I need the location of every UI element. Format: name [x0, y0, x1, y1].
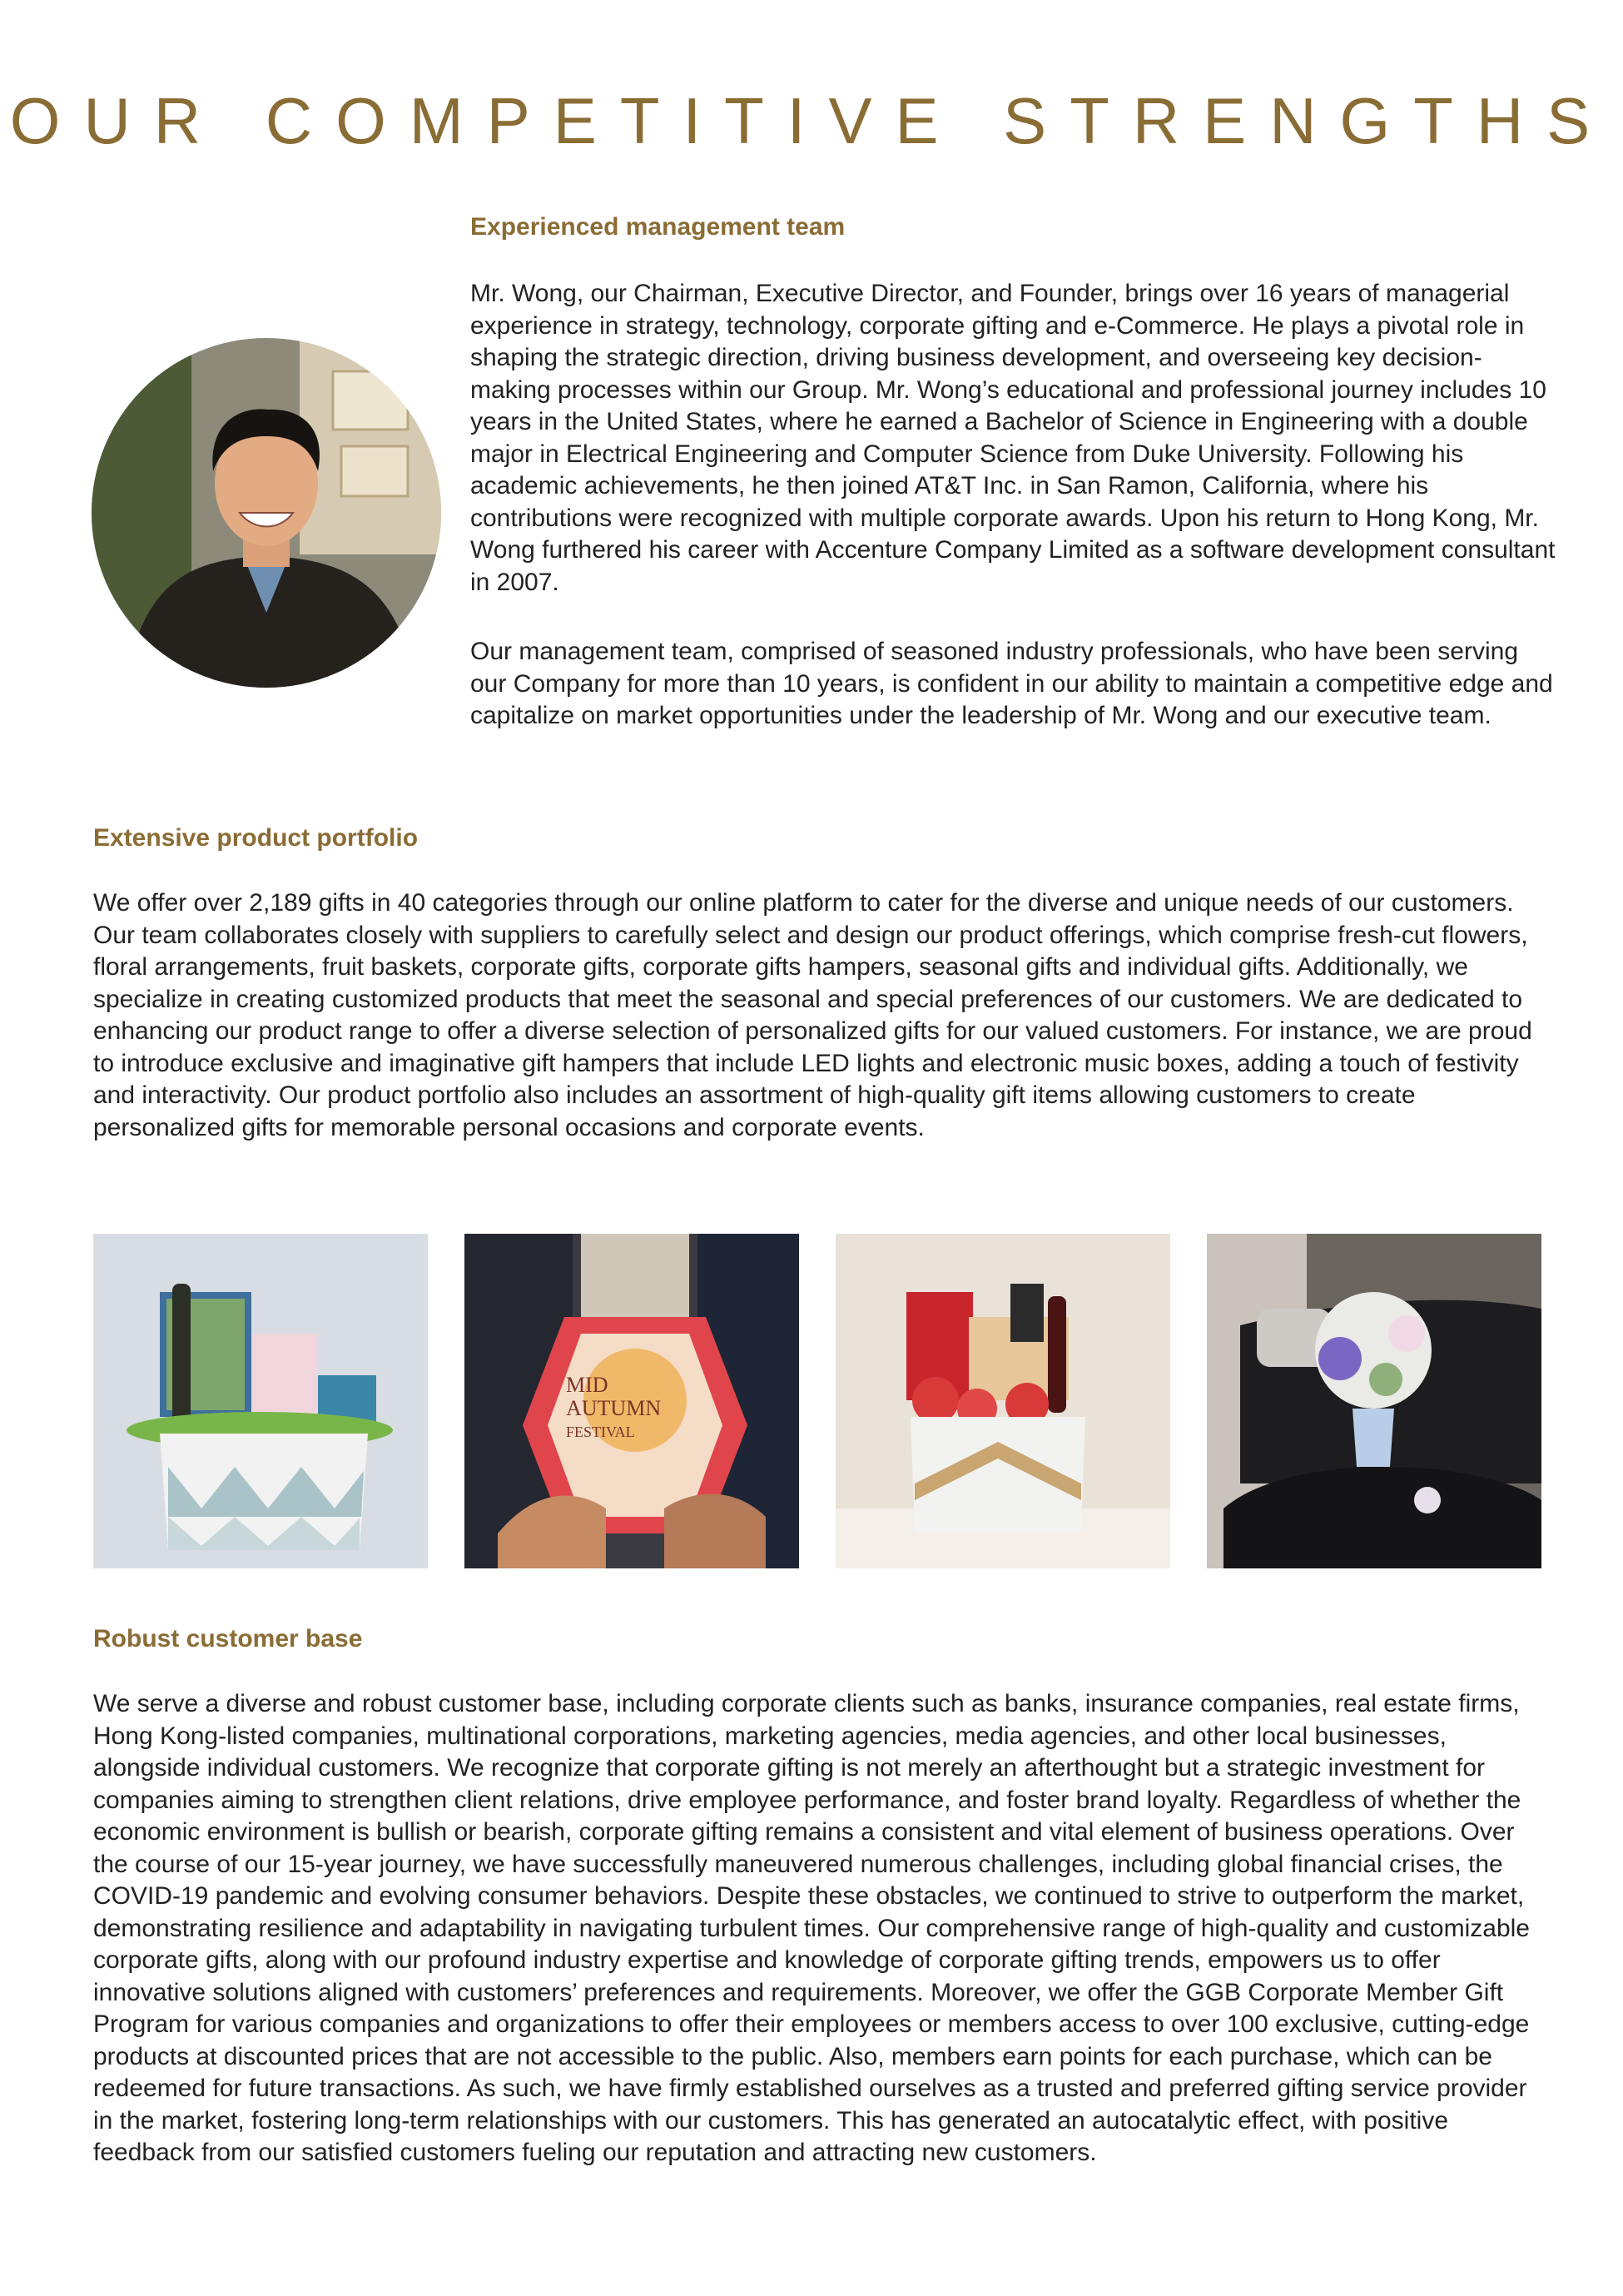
customers-heading: Robust customer base	[93, 1625, 363, 1652]
customers-paragraph: We serve a diverse and robust customer base, including corporate clients such as banks, insurance companies, real estate firms, Hong Kong-listed companies, multinational corporations, marketing agencies, media agencies, and other local businesses, alongside individual customers. We recognize that corporate gifting is not merely an afterthought but a strategic investment for companies aiming to strengthen client relations, drive employee performance, and foster brand loyalty. Regardless of whether the economic environment is bullish or bearish, corporate gifting remains a consistent and vital element of business operations. Over the course of our 15-year journey, we have successfully maneuvered numerous challenges, including global financial crises, the COVID-19 pandemic and evolving consumer behaviors. Despite these obstacles, we continued to strive to outperform the market, demonstrating resilience and adaptability in navigating turbulent times. Our comprehensive range of high-quality and customizable corporate gifts, along with our profound industry expertise and knowledge of corporate gifting trends, empowers us to offer innovative solutions aligned with customers’ preferences and requirements. Moreover, we offer the GGB Corporate Member Gift Program for various companies and organizations to offer their employees or members access to over 100 exclusive, cutting-edge products at discounted prices that are not accessible to the public. Also, members earn points for each purchase, which can be redeemed for future transactions. As such, we have firmly established ourselves as a trusted and preferred gifting service provider in the market, fostering long-term relationships with our customers. This has generated an autocatalytic effect, with positive feedback from our satisfied customers fueling our reputation and attracting new customers.	[93, 1690, 1530, 2166]
portfolio-paragraph: We offer over 2,189 gifts in 40 categories through our online platform to cater for the diverse and unique needs of our customers. Our team collaborates closely with suppliers to carefully select and design our product offerings, which comprise fresh-cut flowers, floral arrangements, fruit baskets, corporate gifts, corporate gifts hampers, seasonal gifts and individual gifts. Additionally, we specialize in creating customized products that meet the seasonal and special preferences of our customers. We are dedicated to enhancing our product range to offer a diverse selection of personalized gifts for our valued customers. For instance, we are proud to introduce exclusive and imaginative gift hampers that include LED lights and electronic music boxes, adding a touch of festivity and interactivity. Our product portfolio also includes an assortment of high-quality gift items allowing customers to create personalized gifts for memorable personal occasions and corporate events.	[93, 889, 1532, 1141]
floral-arrangement-photo	[1207, 1234, 1541, 1568]
management-paragraph-2: Our management team, comprised of seasoned industry professionals, who have been serving our Company for more than 10 years, is confident in our ability to maintain a competitive edge and capitalize on market opportunities under the leadership of Mr. Wong and our executive team.	[470, 638, 1553, 729]
management-paragraph-1: Mr. Wong, our Chairman, Executive Director, and Founder, brings over 16 years of managerial experience in strategy, technology, corporate gifting and e-Commerce. He plays a pivotal role in shaping the strategic direction, driving business development, and overseeing key decision-making processes within our Group. Mr. Wong’s educational and professional journey includes 10 years in the United States, where he earned a Bachelor of Science in Engineering with a double major in Electrical Engineering and Computer Science from Duke University. Following his academic achievements, he then joined AT&T Inc. in San Ramon, California, where his contributions were recognized with multiple corporate awards. Upon his return to Hong Kong, Mr. Wong furthered his career with Accenture Company Limited as a software development consultant in 2007.	[470, 280, 1556, 596]
mid-autumn-gift-photo	[464, 1234, 799, 1568]
page-title: OUR COMPETITIVE STRENGTHS	[9, 84, 1614, 157]
portfolio-heading: Extensive product portfolio	[93, 824, 419, 852]
red-fan-hamper-photo	[836, 1234, 1170, 1568]
festival-box-text-festival: FESTIVAL	[566, 1424, 635, 1440]
gift-hamper-photo	[93, 1234, 428, 1568]
festival-box-text-mid: MID	[566, 1373, 608, 1397]
chairman-portrait	[92, 338, 441, 688]
festival-box-text-autumn: AUTUMN	[566, 1396, 662, 1420]
management-heading: Experienced management team	[470, 213, 846, 241]
